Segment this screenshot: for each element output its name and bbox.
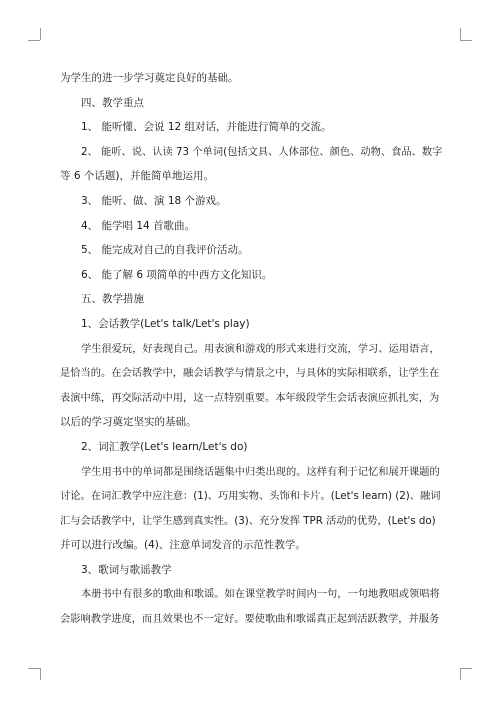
text-line: 等 6 个话题)，并能简单地运用。 bbox=[60, 170, 214, 183]
text-line: 汇与会话教学中，让学生感到真实性。(3)、充分发挥 TPR 活动的优势，(Let's do) bbox=[60, 514, 436, 527]
text-line: 四、教学重点 bbox=[81, 96, 144, 109]
text-line: 6、 能了解 6 项简单的中西方文化知识。 bbox=[81, 268, 273, 281]
crop-mark bbox=[28, 40, 40, 41]
crop-mark bbox=[28, 668, 40, 669]
text-line: 是恰当的。在会话教学中，融会话教学与情景之中，与具体的实际相联系，让学生在 bbox=[60, 367, 440, 380]
text-line: 为学生的进一步学习奠定良好的基础。 bbox=[60, 72, 239, 84]
text-line: 学生很爱玩，好表现自己。用表演和游戏的形式来进行交流，学习、运用语言， bbox=[81, 342, 440, 355]
text-line: 并可以进行改编。(4)、注意单词发音的示范性教学。 bbox=[60, 539, 306, 552]
crop-mark bbox=[460, 668, 461, 680]
crop-mark bbox=[460, 40, 472, 41]
crop-mark bbox=[460, 668, 472, 669]
text-line: 表演中练，再交际活动中用，这一点特别重要。本年级段学生会话表演应抓扎实，为 bbox=[60, 391, 440, 404]
text-line: 4、 能学唱 14 首歌曲。 bbox=[81, 219, 196, 232]
text-line: 本册书中有很多的歌曲和歌谣。如在课堂教学时间内一句，一句地教唱或领唱将 bbox=[81, 588, 440, 601]
text-line: 3、 能听、做、演 18 个游戏。 bbox=[81, 194, 227, 207]
text-line: 1、会话教学(Let's talk/Let's play) bbox=[81, 317, 250, 330]
crop-mark bbox=[40, 668, 41, 680]
text-line: 2、 能听、说、认读 73 个单词(包括文具、人体部位、颜色、动物、食品、数字 bbox=[81, 145, 443, 158]
crop-mark bbox=[460, 28, 461, 40]
document-body bbox=[60, 66, 444, 632]
text-line: 五、教学措施 bbox=[81, 293, 144, 306]
text-line: 2、词汇教学(Let's learn/Let's do) bbox=[81, 440, 248, 453]
text-line: 1、 能听懂、会说 12 组对话，并能进行简单的交流。 bbox=[81, 121, 332, 134]
text-line: 3、歌词与歌谣教学 bbox=[81, 563, 172, 576]
text-line: 会影响教学进度，而且效果也不一定好。要使歌曲和歌谣真正起到活跃教学，并服务 bbox=[60, 613, 440, 626]
text-line: 5、 能完成对自己的自我评价活动。 bbox=[81, 244, 249, 257]
text-line: 学生用书中的单词都是围绕话题集中归类出现的。这样有利于记忆和展开课题的 bbox=[81, 465, 440, 478]
text-line: 以后的学习奠定坚实的基础。 bbox=[60, 416, 197, 429]
text-line: 讨论。在词汇教学中应注意：(1)、巧用实物、头饰和卡片。(Let's learn) (2)、融词 bbox=[60, 490, 441, 503]
crop-mark bbox=[40, 28, 41, 40]
